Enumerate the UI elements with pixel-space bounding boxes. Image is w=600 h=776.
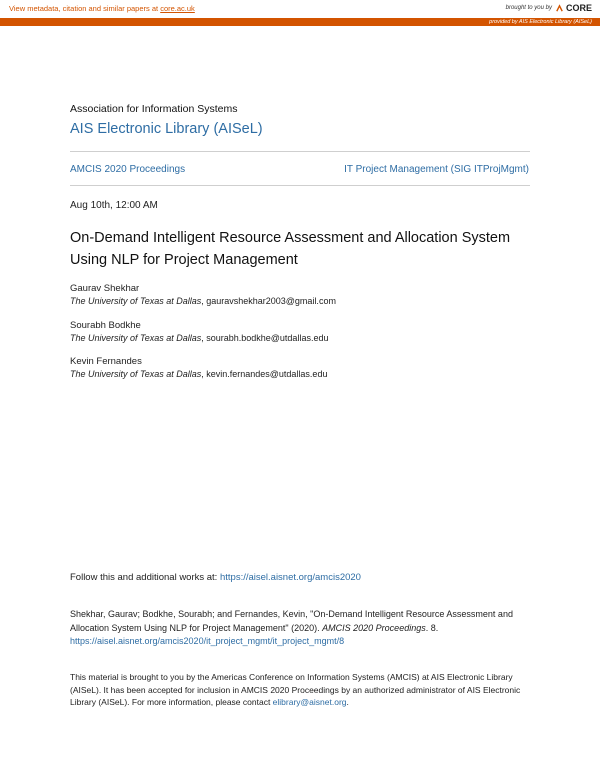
author-affiliation: [70, 333, 328, 343]
follow-prefix: Follow this and additional works at:: [70, 572, 220, 583]
core-logo-text: CORE: [565, 3, 592, 13]
core-provided-text[interactable]: provided by AIS Electronic Library (AISeL): [489, 19, 592, 25]
follow-link[interactable]: https://aisel.aisnet.org/amcis2020: [219, 572, 361, 583]
author-name: Kevin Fernandes: [70, 356, 142, 367]
citation-venue: AMCIS 2020 Proceedings: [322, 622, 426, 633]
core-brought-by[interactable]: [506, 3, 592, 13]
author-email: , sourabh.bodkhe@utdallas.edu: [201, 333, 329, 343]
affiliation-institution: The University of Texas at Dallas: [70, 296, 202, 306]
affiliation-institution: The University of Texas at Dallas: [70, 333, 202, 343]
library-link[interactable]: AIS Electronic Library (AISeL): [70, 121, 263, 137]
core-provided-bar: [0, 18, 600, 26]
citation-link[interactable]: https://aisel.aisnet.org/amcis2020/it_project_mgmt/it_project_mgmt/8: [70, 636, 345, 646]
core-logo-icon: [555, 4, 564, 13]
core-brought-text: brought to you by: [505, 5, 552, 11]
divider-top: [70, 151, 530, 152]
author-email: , gauravshekhar2003@gmail.com: [201, 296, 336, 306]
author-email: , kevin.fernandes@utdallas.edu: [201, 369, 328, 379]
material-end: .: [346, 697, 349, 707]
proceedings-link[interactable]: AMCIS 2020 Proceedings: [70, 164, 186, 175]
core-banner: [0, 0, 600, 18]
citation-text: Shekhar, Gaurav; Bodkhe, Sourabh; and Fernandes, Kevin, "On-Demand Intelligent Resource Assessment and Allocation System Using NLP for Project Management" (2020).: [70, 609, 513, 633]
contact-email-link[interactable]: elibrary@aisnet.org: [272, 697, 347, 707]
author-affiliation: [70, 296, 336, 306]
association-name: Association for Information Systems: [70, 103, 238, 115]
material-text: This material is brought to you by the Americas Conference on Information Systems (AMCIS) at AIS Electronic Library (AISeL). It has been accepted for inclusion in AMCIS 2020 Proceedings by an authorized administrator of AIS Electronic Library (AISeL). For more information, please contact: [70, 672, 521, 707]
core-ac-uk-link[interactable]: core.ac.uk: [160, 4, 195, 13]
recommended-citation: [70, 608, 530, 649]
author-name: Sourabh Bodkhe: [70, 320, 141, 331]
track-link[interactable]: IT Project Management (SIG ITProjMgmt): [344, 164, 529, 175]
citation-suffix: . 8.: [425, 622, 439, 633]
core-view-link[interactable]: [9, 4, 195, 13]
author-affiliation: [70, 369, 327, 379]
author-name: Gaurav Shekhar: [70, 283, 140, 294]
paper-title: On-Demand Intelligent Resource Assessment and Allocation System Using NLP for Project Management: [70, 230, 511, 268]
divider-bottom: [70, 185, 530, 186]
material-notice: [70, 671, 540, 709]
affiliation-institution: The University of Texas at Dallas: [70, 369, 202, 379]
core-view-prefix: View metadata, citation and similar papers at: [9, 4, 161, 13]
core-logo: [555, 3, 592, 13]
follow-line: [70, 572, 361, 583]
event-date: Aug 10th, 12:00 AM: [70, 200, 158, 211]
